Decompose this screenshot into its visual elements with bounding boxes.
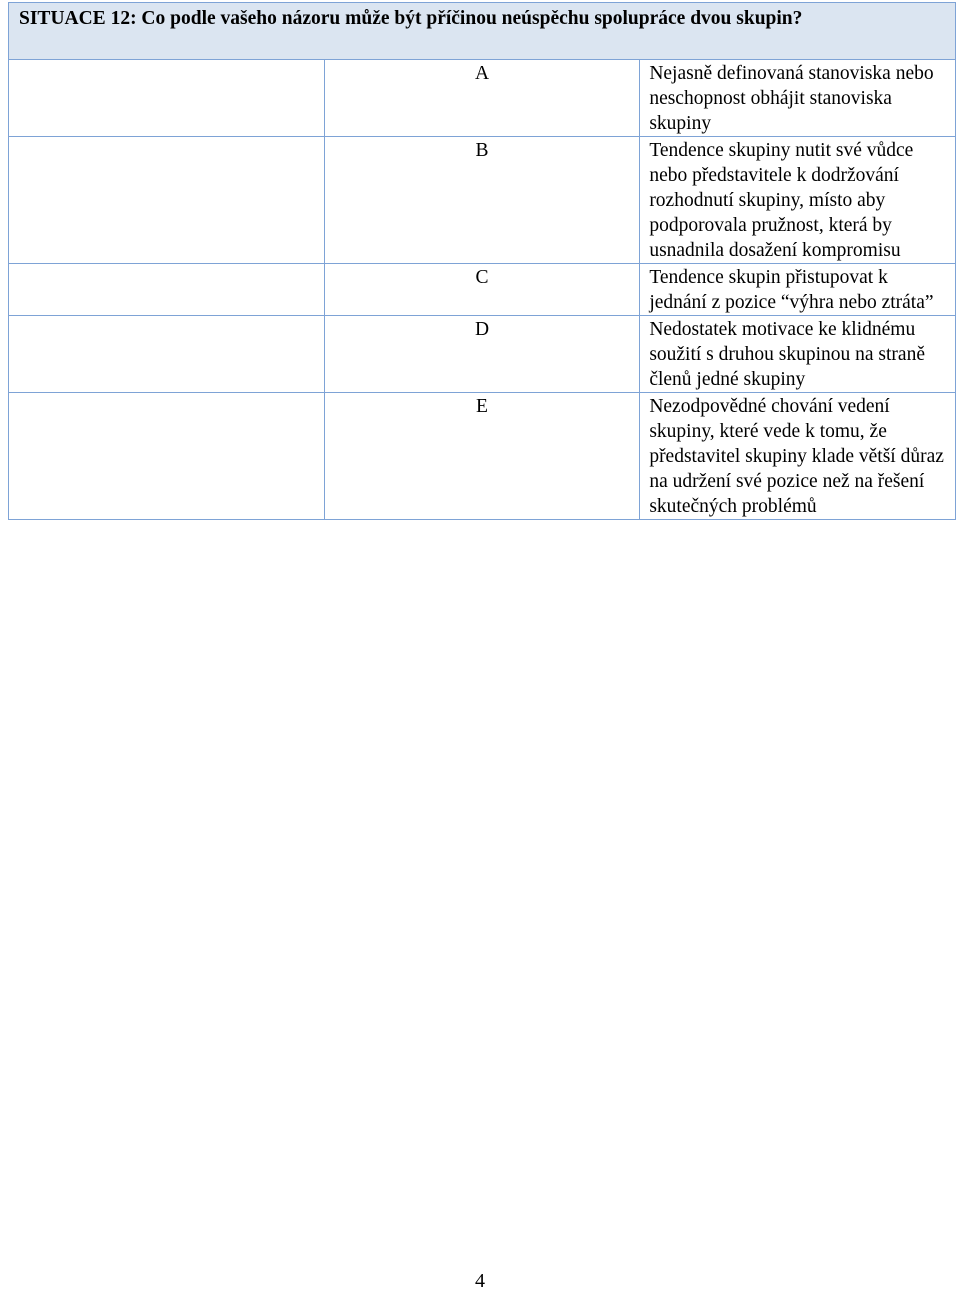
page-number: 4 [475,1270,485,1292]
option-text: Nejasně definovaná stanoviska nebo neschopnost obhájit stanoviska skupiny [640,60,956,137]
indent-cell [9,393,325,520]
indent-cell [9,137,325,264]
option-letter: A [324,60,640,137]
option-text: Tendence skupiny nutit své vůdce nebo představitele k dodržování rozhodnutí skupiny, místo aby podporovala pružnost, která by usnadnila dosažení kompromisu [640,137,956,264]
option-letter: C [324,264,640,316]
situation-table [8,2,956,520]
option-row [9,264,956,316]
option-row [9,316,956,393]
question-heading: SITUACE 12: Co podle vašeho názoru může být příčinou neúspěchu spolupráce dvou skupin? [9,3,956,60]
option-letter: E [324,393,640,520]
indent-cell [9,316,325,393]
indent-cell [9,60,325,137]
option-row [9,60,956,137]
option-text: Nezodpovědné chování vedení skupiny, které vede k tomu, že představitel skupiny klade větší důraz na udržení své pozice než na řešení skutečných problémů [640,393,956,520]
question-row [9,3,956,60]
option-row [9,393,956,520]
indent-cell [9,264,325,316]
option-text: Tendence skupin přistupovat k jednání z pozice “výhra nebo ztráta” [640,264,956,316]
option-text: Nedostatek motivace ke klidnému soužití s druhou skupinou na straně členů jedné skupiny [640,316,956,393]
option-row [9,137,956,264]
option-letter: B [324,137,640,264]
option-letter: D [324,316,640,393]
